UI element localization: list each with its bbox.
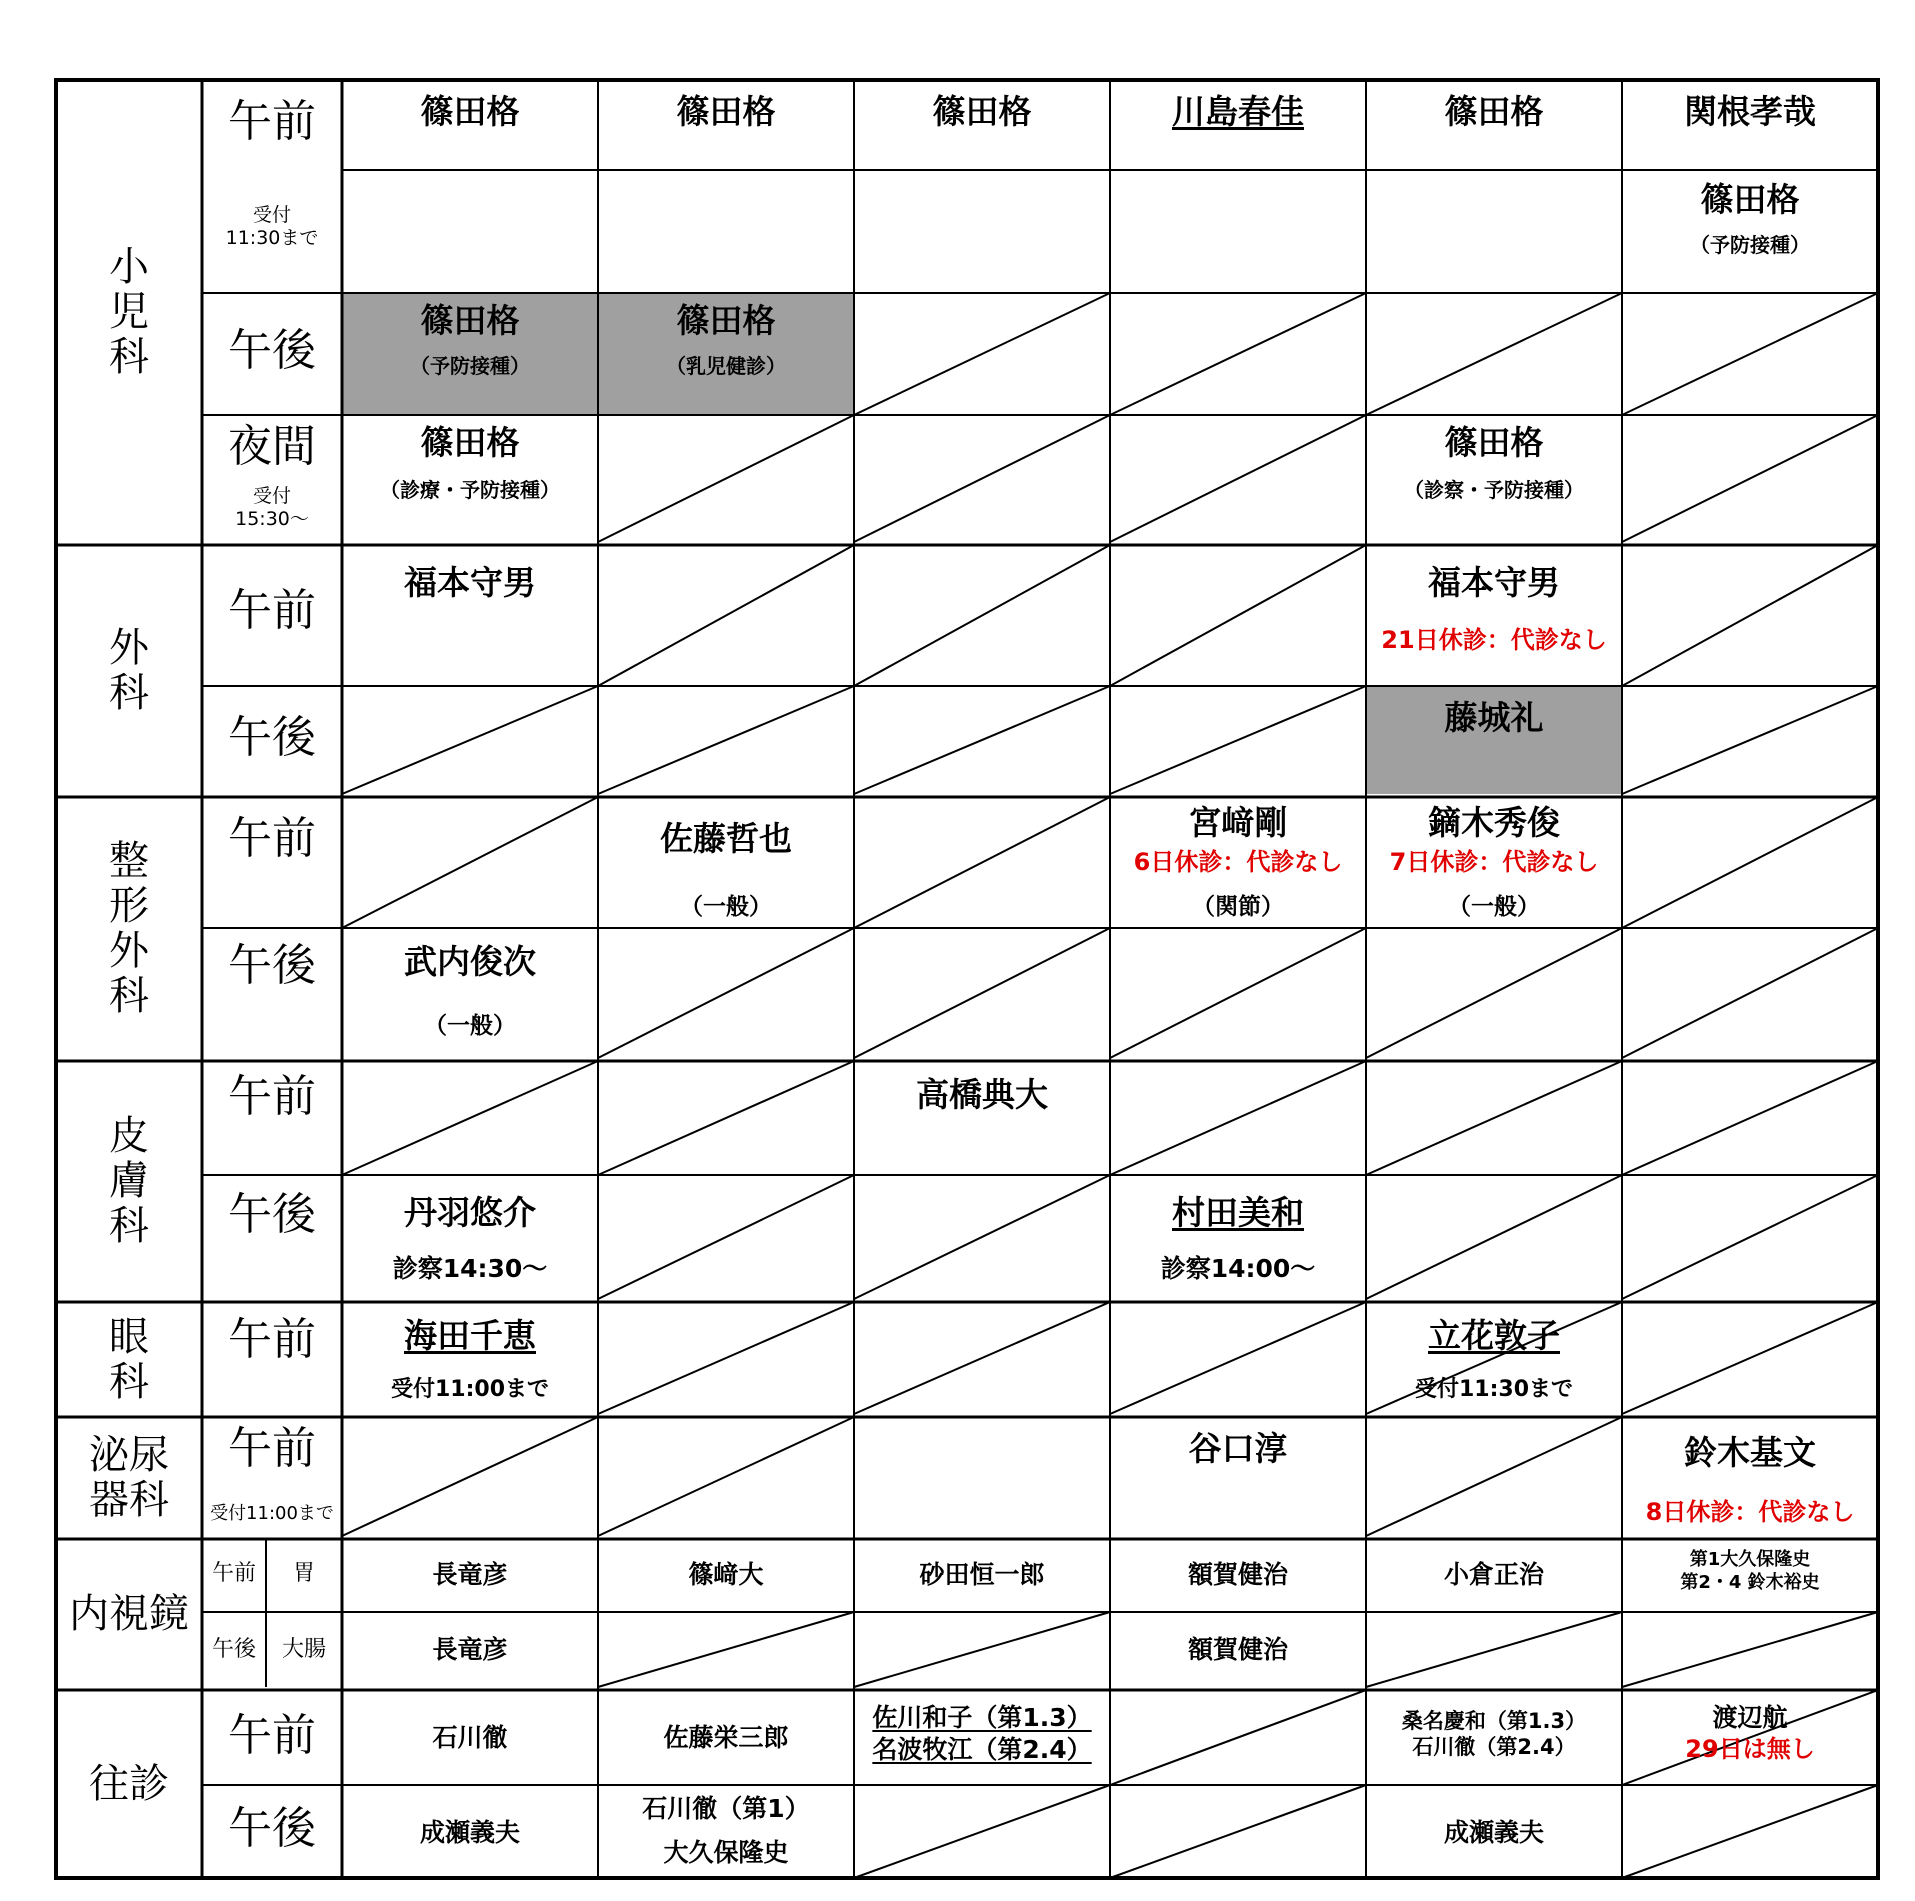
- schedule-cell: [342, 293, 598, 415]
- schedule-cell: [342, 1302, 598, 1417]
- schedule-cell: [1622, 1539, 1878, 1612]
- doctor-name: 石川徹（第1）: [642, 1794, 810, 1823]
- clinic-note: （乳児健診）: [666, 354, 786, 378]
- doctor-name: 谷口淳: [1188, 1429, 1288, 1468]
- period-pm: 午後: [211, 1637, 256, 1662]
- doctor-name: 渡辺航: [1712, 1703, 1788, 1732]
- dept-orthopedics: 整 形 外 科: [109, 838, 149, 1019]
- schedule-cell: [1366, 1785, 1622, 1878]
- schedule-cell: [1366, 80, 1622, 170]
- doctor-name: 長竜彦: [432, 1560, 508, 1589]
- doctor-name: 名波牧江（第2.4）: [872, 1735, 1092, 1764]
- clinic-note: （一般）: [424, 1013, 516, 1039]
- dept-surgery: 外 科: [109, 625, 149, 716]
- exam-stomach: 胃: [292, 1561, 315, 1586]
- schedule-cell: [342, 1690, 598, 1785]
- period-pm: 午後: [228, 940, 316, 991]
- doctor-name: 砂田恒一郎: [919, 1560, 1045, 1589]
- period-am: 午前: [211, 1561, 256, 1586]
- doctor-name: 額賀健治: [1187, 1560, 1288, 1589]
- doctor-name: 佐川和子（第1.3）: [872, 1703, 1092, 1732]
- doctor-name: 鈴木基文: [1684, 1433, 1816, 1472]
- schedule-cell: [1366, 1302, 1622, 1417]
- period-am: 午前: [228, 1710, 316, 1761]
- doctor-name: 佐藤栄三郎: [663, 1723, 789, 1752]
- clinic-note: 受付11:00まで: [390, 1377, 550, 1402]
- doctor-name: 成瀬義夫: [419, 1818, 520, 1847]
- schedule-cell: [1366, 1539, 1622, 1612]
- schedule-cell: [1110, 80, 1366, 170]
- closure-notice: 7日休診：代診なし: [1389, 848, 1599, 876]
- dept-endoscopy: 内視鏡: [69, 1591, 189, 1638]
- doctor-name: 長竜彦: [432, 1635, 508, 1664]
- schedule-cell: [1110, 797, 1366, 928]
- period-pm: 午後: [228, 1189, 316, 1240]
- clinic-note: 診察14:00〜: [1160, 1254, 1316, 1283]
- doctor-name: 高橋典大: [916, 1075, 1048, 1114]
- period-am: 午前: [228, 585, 316, 636]
- period-am: 午前: [228, 1314, 316, 1365]
- period-pm: 午後: [228, 325, 316, 376]
- doctor-name: 丹羽悠介: [404, 1193, 536, 1232]
- doctor-name: 篠田格: [1444, 92, 1544, 131]
- doctor-name: 石川徹: [432, 1723, 508, 1752]
- schedule-cell: [854, 1539, 1110, 1612]
- dept-urology: 泌尿 器科: [89, 1432, 169, 1523]
- clinic-note: （予防接種）: [1690, 233, 1810, 257]
- doctor-name: 篠田格: [676, 301, 776, 340]
- schedule-cell: [342, 545, 598, 686]
- schedule-cell: [598, 80, 854, 170]
- clinic-note: 診察14:30〜: [392, 1254, 548, 1283]
- doctor-name: 額賀健治: [1187, 1635, 1288, 1664]
- schedule-cell: [342, 928, 598, 1061]
- dept-home-visit: 往診: [89, 1760, 169, 1807]
- clinic-note: （一般）: [1448, 894, 1540, 920]
- doctor-name: 大久保隆史: [663, 1838, 789, 1867]
- schedule-cell: [342, 415, 598, 545]
- schedule-cell: [1366, 545, 1622, 686]
- doctor-name: 関根孝哉: [1684, 92, 1816, 131]
- schedule-cell: [1366, 797, 1622, 928]
- period-am: 午前: [228, 1071, 316, 1122]
- doctor-name: 武内俊次: [404, 942, 536, 981]
- doctor-name: 川島春佳: [1172, 92, 1304, 131]
- schedule-cell: [1622, 1690, 1878, 1785]
- schedule-cell: [1366, 415, 1622, 545]
- schedule-cell: [1110, 1612, 1366, 1690]
- period-am: 午前: [228, 813, 316, 864]
- dept-ophthalmology: 眼 科: [109, 1313, 149, 1405]
- closure-notice: 21日休診：代診なし: [1381, 626, 1607, 654]
- schedule-cell: [1110, 1539, 1366, 1612]
- schedule-cell: [1622, 1417, 1878, 1539]
- doctor-name: 篠田格: [420, 92, 520, 131]
- doctor-name: 成瀬義夫: [1443, 1818, 1544, 1847]
- doctor-name: 篠田格: [420, 423, 520, 462]
- period-am: 午前 受付11:00まで: [210, 1423, 334, 1524]
- exam-colon: 大腸: [281, 1637, 326, 1662]
- doctor-name: 篠田格: [1700, 180, 1800, 219]
- schedule-cell: [1366, 686, 1622, 794]
- doctor-name: 篠田格: [932, 92, 1032, 131]
- doctor-name: 篠﨑大: [688, 1560, 764, 1589]
- schedule-cell: [854, 1061, 1110, 1175]
- schedule-cell: [342, 1612, 598, 1690]
- doctor-name: 篠田格: [1444, 423, 1544, 462]
- doctor-name: 立花敦子: [1428, 1316, 1560, 1355]
- doctor-name: 佐藤哲也: [660, 819, 792, 858]
- period-pm: 午後: [228, 712, 316, 763]
- schedule-cell: [854, 80, 1110, 170]
- doctor-name: 鏑木秀俊: [1428, 803, 1560, 842]
- clinic-note: 受付11:30まで: [1414, 1377, 1574, 1402]
- doctor-name: 篠田格: [676, 92, 776, 131]
- schedule-cell: [1622, 80, 1878, 170]
- closure-notice: 29日は無し: [1685, 1735, 1815, 1763]
- schedule-cell: [598, 1785, 854, 1878]
- doctor-name: 宮﨑剛: [1188, 803, 1288, 842]
- schedule-cell: [598, 797, 854, 928]
- schedule-cell: [342, 1785, 598, 1878]
- schedule-cell: [342, 1539, 598, 1612]
- doctor-name: 桑名慶和（第1.3） 石川徹（第2.4）: [1401, 1709, 1587, 1760]
- schedule-cell: [1622, 170, 1878, 293]
- dept-dermatology: 皮 膚 科: [109, 1113, 149, 1249]
- clinic-note: （診療・予防接種）: [380, 478, 560, 502]
- doctor-name: 第1大久保隆史 第2・4 鈴木裕史: [1680, 1549, 1820, 1593]
- period-pm: 午後: [228, 1803, 316, 1854]
- schedule-cell: [598, 293, 854, 415]
- period-night: 夜間 受付 15:30〜: [228, 421, 316, 530]
- clinic-note: （診察・予防接種）: [1404, 478, 1584, 502]
- clinic-note: （関節）: [1192, 894, 1284, 920]
- doctor-name: 福本守男: [404, 563, 536, 602]
- clinic-note: （一般）: [680, 894, 772, 920]
- schedule-cell: [1110, 1417, 1366, 1539]
- period-am: 午前 受付 11:30まで: [225, 96, 319, 249]
- closure-notice: 8日休診：代診なし: [1645, 1498, 1855, 1526]
- closure-notice: 6日休診：代診なし: [1133, 848, 1343, 876]
- clinic-note: （予防接種）: [410, 354, 530, 378]
- schedule-cell: [1110, 1175, 1366, 1302]
- doctor-name: 福本守男: [1428, 563, 1560, 602]
- schedule-cell: [342, 1175, 598, 1302]
- doctor-name: 海田千恵: [404, 1316, 536, 1355]
- doctor-name: 篠田格: [420, 301, 520, 340]
- doctor-name: 小倉正治: [1443, 1560, 1544, 1589]
- schedule-cell: [598, 1539, 854, 1612]
- doctor-name: 村田美和: [1172, 1193, 1304, 1232]
- schedule-cell: [1366, 1690, 1622, 1785]
- doctor-name: 藤城礼: [1444, 698, 1544, 737]
- dept-pediatrics: 小 児 科: [109, 244, 149, 380]
- schedule-cell: [598, 1690, 854, 1785]
- schedule-cell: [342, 80, 598, 170]
- schedule-cell: [854, 1690, 1110, 1785]
